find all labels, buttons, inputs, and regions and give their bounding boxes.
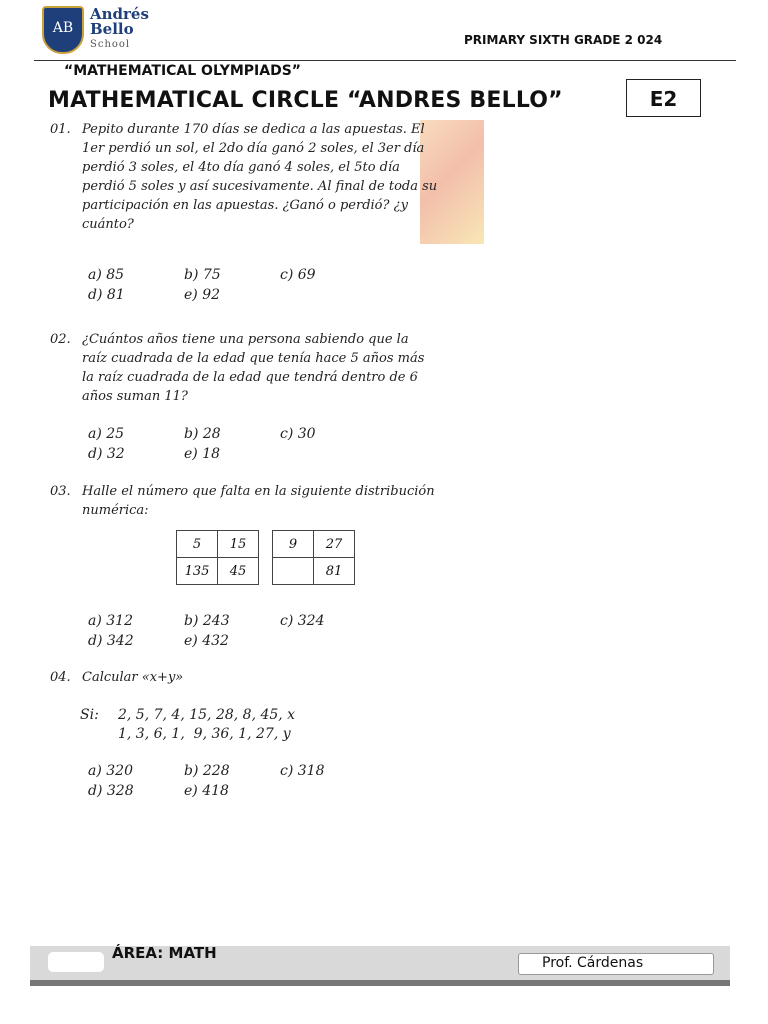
problem-line: participación en las apuestas. ¿Ganó o perdió? ¿y bbox=[82, 198, 408, 213]
school-logo: AB bbox=[42, 6, 84, 54]
school-name-line-3: School bbox=[90, 39, 131, 50]
options-03 bbox=[88, 611, 376, 651]
footer-pill bbox=[48, 952, 104, 972]
problem-line: Calcular «x+y» bbox=[82, 670, 184, 685]
table-cell: 15 bbox=[218, 531, 259, 558]
table-cell: 9 bbox=[273, 531, 314, 558]
option: a) 312 bbox=[88, 613, 133, 629]
problem-line: Halle el número que falta en la siguiente distribución bbox=[82, 484, 435, 499]
problem-number: 02. bbox=[50, 332, 71, 347]
problem-line: perdió 5 soles y así sucesivamente. Al final de toda su bbox=[82, 179, 438, 194]
problem-line: raíz cuadrada de la edad que tenía hace 5 años más bbox=[82, 351, 425, 366]
option: c) 324 bbox=[280, 613, 325, 629]
problem-number: 04. bbox=[50, 670, 71, 685]
problem-04 bbox=[50, 668, 490, 687]
grade-label: PRIMARY SIXTH GRADE 2 024 bbox=[464, 33, 663, 47]
problem-line: perdió 3 soles, el 4to día ganó 4 soles, el 5to día bbox=[82, 160, 400, 175]
option: b) 243 bbox=[184, 613, 230, 629]
option: a) 25 bbox=[88, 426, 125, 442]
option: d) 342 bbox=[88, 633, 134, 649]
sequence-block bbox=[80, 706, 295, 744]
option: d) 32 bbox=[88, 446, 125, 462]
problem-line: Pepito durante 170 días se dedica a las apuestas. El bbox=[82, 122, 425, 137]
number-table-left bbox=[176, 530, 259, 585]
problem-number: 03. bbox=[50, 484, 71, 499]
problem-01 bbox=[50, 120, 490, 234]
option: e) 418 bbox=[184, 783, 229, 799]
option: a) 320 bbox=[88, 763, 133, 779]
option: d) 328 bbox=[88, 783, 134, 799]
problem-line: años suman 11? bbox=[82, 389, 188, 404]
number-table-right bbox=[272, 530, 355, 585]
option: e) 432 bbox=[184, 633, 229, 649]
table-cell: 81 bbox=[314, 558, 355, 585]
table-cell: 135 bbox=[177, 558, 218, 585]
problem-number: 01. bbox=[50, 122, 71, 137]
options-02 bbox=[88, 424, 376, 464]
exam-code: E2 bbox=[626, 79, 701, 117]
problem-02 bbox=[50, 330, 490, 406]
school-name-line-1: Andrés bbox=[90, 5, 149, 23]
problem-line: numérica: bbox=[82, 503, 149, 518]
table-cell bbox=[273, 558, 314, 585]
school-name-line-2: Bello bbox=[90, 20, 134, 38]
problem-03 bbox=[50, 482, 490, 520]
table-cell: 5 bbox=[177, 531, 218, 558]
table-cell: 45 bbox=[218, 558, 259, 585]
footer-divider bbox=[30, 980, 730, 986]
problem-line: cuánto? bbox=[82, 217, 134, 232]
options-01 bbox=[88, 265, 376, 305]
option: c) 69 bbox=[280, 267, 316, 283]
sequence-row-1: 2, 5, 7, 4, 15, 28, 8, 45, x bbox=[118, 707, 296, 723]
problem-line: la raíz cuadrada de la edad que tendrá dentro de 6 bbox=[82, 370, 418, 385]
option: e) 92 bbox=[184, 287, 221, 303]
header-divider bbox=[34, 60, 736, 61]
option: c) 30 bbox=[280, 426, 316, 442]
table-cell: 27 bbox=[314, 531, 355, 558]
sequence-row-2: 1, 3, 6, 1, 9, 36, 1, 27, y bbox=[118, 726, 291, 742]
options-04 bbox=[88, 761, 376, 801]
page-title: MATHEMATICAL CIRCLE “ANDRES BELLO” bbox=[48, 88, 563, 113]
option: c) 318 bbox=[280, 763, 325, 779]
option: b) 75 bbox=[184, 267, 221, 283]
problem-line: 1er perdió un sol, el 2do día ganó 2 soles, el 3er día bbox=[82, 141, 425, 156]
teacher-name: Prof. Cárdenas bbox=[542, 955, 644, 971]
school-name bbox=[90, 7, 149, 52]
option: d) 81 bbox=[88, 287, 125, 303]
option: a) 85 bbox=[88, 267, 125, 283]
option: b) 28 bbox=[184, 426, 221, 442]
option: e) 18 bbox=[184, 446, 221, 462]
option: b) 228 bbox=[184, 763, 230, 779]
problem-line: ¿Cuántos años tiene una persona sabiendo que la bbox=[82, 332, 409, 347]
olympiads-subtitle: “MATHEMATICAL OLYMPIADS” bbox=[64, 63, 301, 79]
sequence-label: Si: bbox=[80, 707, 99, 723]
area-label: ÁREA: MATH bbox=[112, 944, 217, 962]
